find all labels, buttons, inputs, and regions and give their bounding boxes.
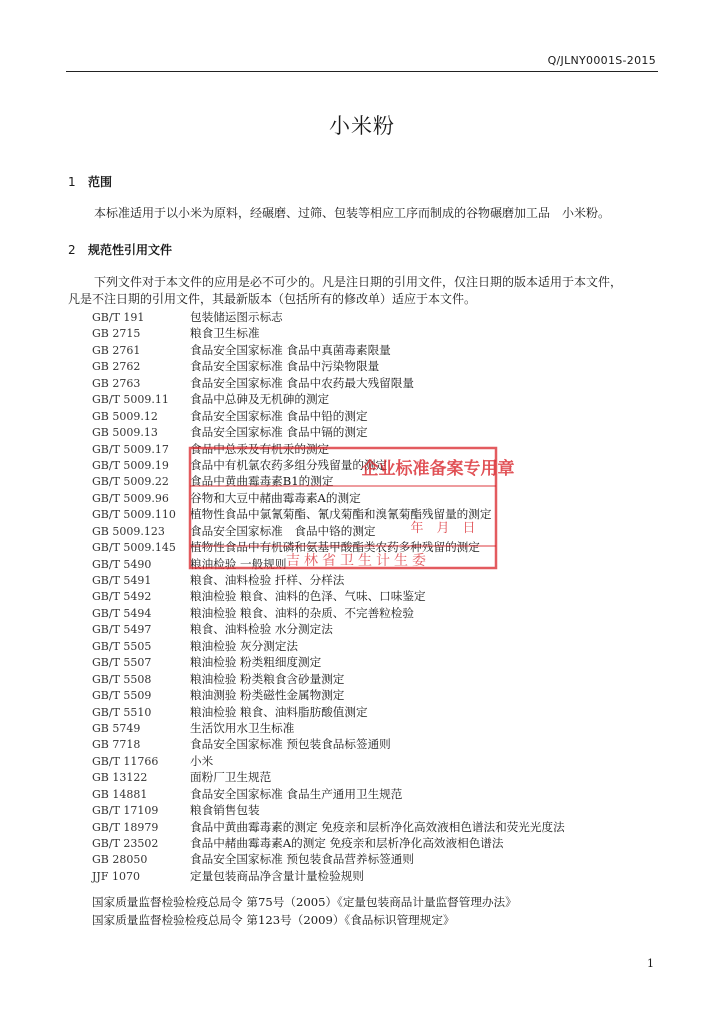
reference-row [92, 506, 672, 522]
reference-code: GB/T 5492 [92, 590, 152, 604]
reference-code: GB/T 5497 [92, 623, 152, 637]
reference-title: 粮油检验 粉类粗细度测定 [190, 655, 322, 670]
reference-code: GB 13122 [92, 771, 148, 785]
reference-code: GB/T 5009.11 [92, 393, 169, 407]
reference-code: GB/T 17109 [92, 804, 159, 818]
reference-row [92, 588, 672, 604]
reference-title: 食品安全国家标准 食品生产通用卫生规范 [190, 786, 403, 801]
reference-code: GB/T 5491 [92, 574, 152, 587]
reference-title: 粮油检验 一般规则 [190, 556, 287, 571]
reference-row [92, 769, 672, 785]
reference-row [92, 819, 672, 835]
reference-code: GB 5009.13 [92, 426, 158, 440]
reference-code: GB/T 23502 [92, 837, 159, 850]
reference-title: 粮油检验 粮食、油料的色泽、气味、口味鉴定 [190, 589, 426, 604]
reference-row [92, 654, 672, 670]
reference-title: 粮食、油料检验 扦样、分样法 [190, 573, 345, 587]
reference-row [92, 473, 672, 489]
reference-title: 粮食卫生标准 [190, 326, 260, 341]
reference-code: GB/T 5508 [92, 672, 152, 686]
reference-code: GB 2761 [92, 343, 141, 357]
section-number: 2 [68, 243, 76, 257]
reference-title: 食品中黄曲霉毒素B1的测定 [190, 474, 334, 489]
stamp-issuer-text: 吉林省卫生计生委 [286, 553, 430, 569]
reference-title: 生活饮用水卫生标准 [190, 720, 295, 735]
reference-row [92, 358, 672, 374]
reference-row [92, 720, 672, 736]
reference-code: GB/T 5507 [92, 656, 152, 670]
reference-title: 食品安全国家标准 食品中铬的测定 [190, 523, 376, 538]
reference-code: GB 28050 [92, 853, 148, 867]
section-title: 规范性引用文件 [88, 243, 173, 257]
reference-row [92, 539, 672, 555]
reference-code: GB/T 5505 [92, 639, 152, 653]
reference-row [92, 490, 672, 506]
reference-title: 谷物和大豆中赭曲霉毒素A的测定 [190, 490, 361, 505]
reference-title: 面粉厂卫生规范 [190, 770, 272, 785]
reference-title: 粮食、油料检验 水分测定法 [190, 622, 333, 637]
reference-title: 食品中赭曲霉毒素A的测定 免疫亲和层析净化高效液相色谱法 [190, 836, 504, 850]
regulation-row: 国家质量监督检验检疫总局令 第123号（2009）《食品标识管理规定》 [92, 913, 455, 927]
reference-row [92, 523, 672, 539]
reference-code: GB/T 5009.96 [92, 491, 169, 505]
section-1-heading [68, 173, 112, 190]
reference-row [92, 851, 672, 867]
reference-title: 食品安全国家标准 食品中镉的测定 [190, 425, 368, 440]
reference-code: JJF 1070 [92, 869, 140, 883]
reference-title: 植物性食品中氯氰菊酯、氰戊菊酯和溴氰菊酯残留量的测定 [190, 507, 492, 522]
reference-code: GB/T 5509 [92, 689, 152, 703]
reference-row [92, 802, 672, 818]
reference-row [92, 687, 672, 703]
reference-row [92, 704, 672, 720]
reference-row [92, 868, 672, 884]
reference-row [92, 621, 672, 637]
reference-code: GB/T 5009.22 [92, 475, 169, 489]
scope-text: 本标准适用于以小米为原料，经碾磨、过筛、包装等相应工序而制成的谷物碾磨加工品 小米粉。 [94, 206, 611, 220]
reference-row [92, 391, 672, 407]
reference-row [92, 556, 672, 572]
reference-code: GB 5009.12 [92, 409, 158, 423]
reference-title: 食品安全国家标准 预包装食品营养标签通则 [190, 852, 414, 867]
reference-code: GB/T 5510 [92, 705, 152, 719]
reference-title: 食品中有机氯农药多组分残留量的测定 [190, 457, 388, 472]
reference-title: 食品安全国家标准 食品中真菌毒素限量 [190, 342, 391, 357]
reference-code: GB/T 5009.17 [92, 442, 169, 456]
section-2-heading [68, 241, 172, 258]
reference-row [92, 786, 672, 802]
reference-code: GB/T 11766 [92, 754, 159, 768]
reference-row [92, 342, 672, 358]
reference-code: GB 2763 [92, 376, 141, 390]
page-number: 1 [647, 957, 654, 970]
reference-title: 食品中总汞及有机汞的测定 [190, 441, 330, 456]
reference-title: 定量包装商品净含量计量检验规则 [190, 868, 364, 883]
reference-row [92, 309, 672, 325]
reference-code: GB/T 18979 [92, 820, 159, 834]
reference-row [92, 638, 672, 654]
intro-line-1: 下列文件对于本文件的应用是必不可少的。凡是注日期的引用文件，仅注日期的版本适用于本文件， [94, 275, 623, 289]
reference-code: GB/T 5009.145 [92, 541, 176, 555]
regulation-row: 国家质量监督检验检疫总局令 第75号（2005）《定量包装商品计量监督管理办法》 [92, 895, 517, 909]
reference-row [92, 375, 672, 391]
reference-title: 食品安全国家标准 预包装食品标签通则 [190, 737, 391, 752]
reference-row [92, 424, 672, 440]
reference-code: GB/T 5494 [92, 606, 152, 620]
standard-code: Q/JLNY0001S-2015 [547, 54, 656, 67]
reference-code: GB 2715 [92, 327, 141, 341]
section-title: 范围 [88, 175, 113, 189]
reference-code: GB/T 191 [92, 311, 145, 324]
reference-title: 食品中总砷及无机砷的测定 [190, 392, 330, 407]
reference-row [92, 605, 672, 621]
reference-code: GB/T 5009.110 [92, 508, 176, 522]
reference-title: 包装储运图示标志 [190, 310, 283, 324]
stamp-date-text: 年 月 日 [410, 521, 476, 536]
reference-title: 粮食销售包装 [190, 803, 260, 818]
reference-row [92, 325, 672, 341]
reference-title: 食品安全国家标准 食品中铅的测定 [190, 408, 368, 423]
reference-title: 粮油检验 粮食、油料的杂质、不完善粒检验 [190, 605, 414, 620]
scope-paragraph [68, 205, 658, 222]
reference-title: 粮油检验 粮食、油料脂肪酸值测定 [190, 704, 368, 719]
reference-title: 粮油检验 粉类粮食含砂量测定 [190, 671, 345, 686]
reference-code: GB 7718 [92, 738, 141, 752]
regulation-list [92, 893, 517, 929]
reference-code: GB/T 5009.19 [92, 458, 169, 472]
document-title: 小米粉 [329, 114, 395, 138]
references-intro-paragraph [68, 274, 658, 307]
reference-list [92, 309, 672, 884]
reference-title: 食品安全国家标准 食品中污染物限量 [190, 359, 380, 374]
stamp-title-text: 企业标准备案专用章 [361, 459, 515, 479]
section-number: 1 [68, 175, 76, 189]
reference-code: GB 5009.123 [92, 524, 165, 538]
header-rule [66, 71, 658, 72]
reference-row [92, 671, 672, 687]
reference-code: GB/T 5490 [92, 557, 152, 571]
reference-row [92, 572, 672, 588]
reference-row [92, 753, 672, 769]
reference-row [92, 441, 672, 457]
reference-title: 小米 [190, 753, 214, 768]
reference-title: 食品中黄曲霉毒素的测定 免疫亲和层析净化高效液相色谱法和荧光光度法 [190, 819, 565, 834]
reference-title: 植物性食品中有机磷和氨基甲酸酯类农药多种残留的测定 [190, 540, 480, 555]
reference-code: GB 5749 [92, 721, 141, 735]
reference-code: GB 2762 [92, 360, 141, 374]
reference-title: 食品安全国家标准 食品中农药最大残留限量 [190, 375, 414, 390]
reference-row [92, 736, 672, 752]
reference-title: 粮油测验 粉类磁性金属物测定 [190, 688, 345, 703]
intro-line-2: 凡是不注日期的引用文件，其最新版本（包括所有的修改单）适应于本文件。 [68, 291, 477, 306]
reference-code: GB 14881 [92, 787, 148, 801]
reference-title: 粮油检验 灰分测定法 [190, 638, 299, 653]
reference-row [92, 408, 672, 424]
reference-row [92, 835, 672, 851]
reference-row [92, 457, 672, 473]
